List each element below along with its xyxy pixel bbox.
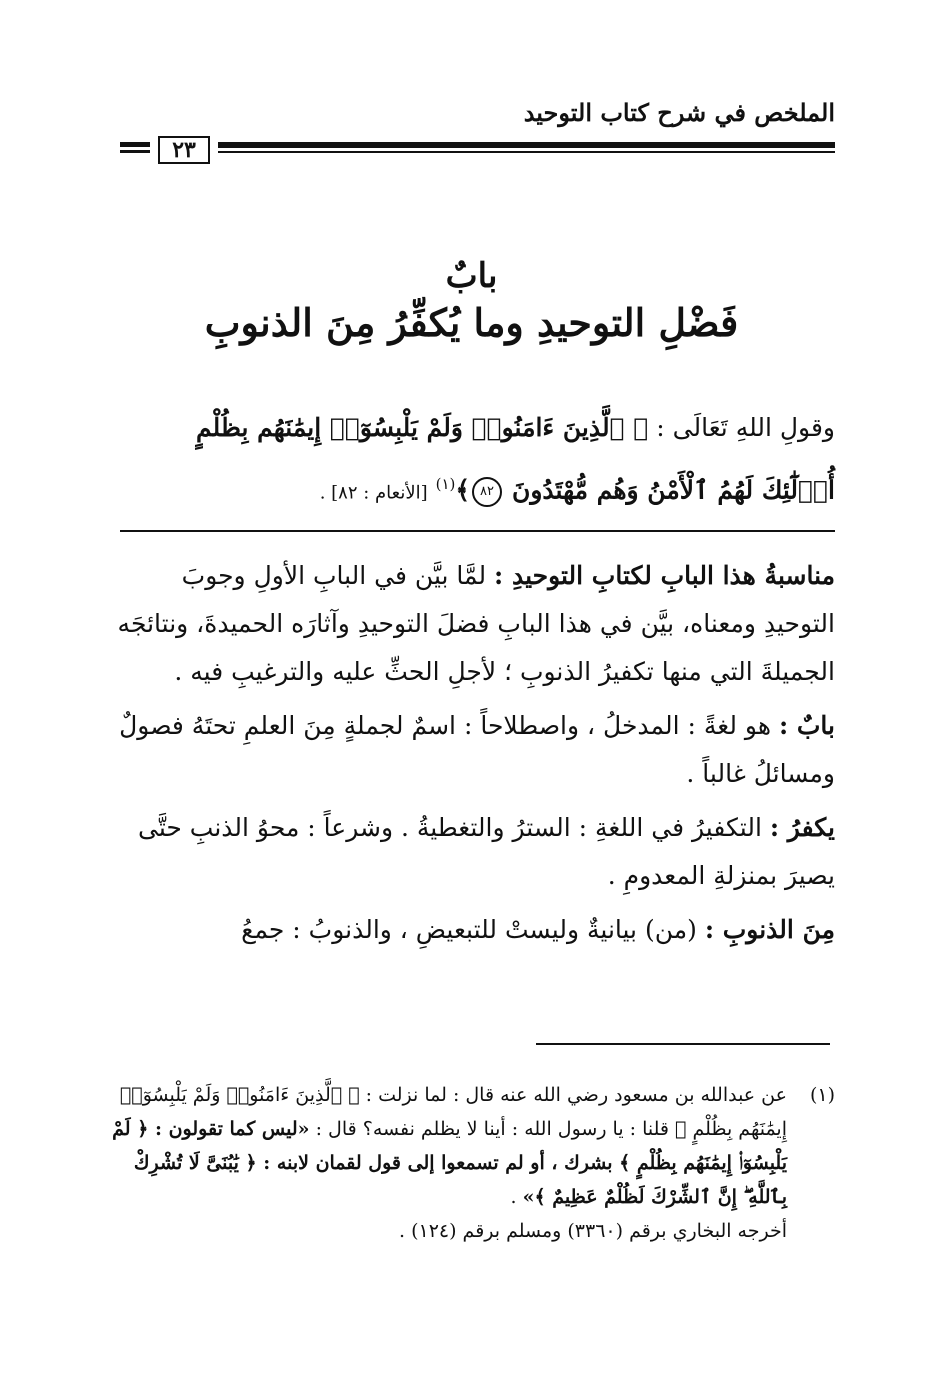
paragraph-lead: مِنَ الذنوبِ :	[704, 915, 835, 944]
paragraph	[108, 804, 835, 900]
ayah-text: أُو۟لَٰٓئِكَ لَهُمُ ٱلْأَمْنُ وَهُم مُّهْتَدُونَ	[511, 475, 835, 505]
footnote-number: (١)	[809, 1084, 835, 1106]
footnote-row	[108, 1078, 835, 1214]
paragraph-text: لمَّا بيَّن في البابِ الأولِ وجوبَ التوحيدِ ومعناه، بيَّن في هذا البابِ فضلَ التوحيدِ وآثارَه الحميدةَ، ونتائجَه الجميلةَ التي منها تكفيرُ الذنوبِ ؛ لأجلِ الحثِّ عليه والترغيبِ فيه .	[117, 561, 835, 686]
paragraph-text: (من) بيانيةٌ وليستْ للتبعيضِ ، والذنوبُ : جمعُ	[241, 915, 705, 944]
surah-citation: [الأنعام : ٨٢] .	[319, 482, 428, 504]
footnote-text	[108, 1078, 787, 1214]
paragraph-text: التكفيرُ في اللغةِ : السترُ والتغطيةُ . وشرعاً : محوُ الذنبِ حتَّى يصيرَ بمنزلةِ المعدومِ .	[137, 813, 835, 890]
header-dash	[120, 150, 150, 153]
page-number: ٢٣	[158, 136, 210, 164]
footnote-source: أخرجه البخاري برقم (٣٣٦٠) ومسلم برقم (١٢٤) .	[398, 1220, 787, 1242]
quran-line	[108, 400, 835, 456]
footnote-reference[interactable]: (١)	[435, 475, 456, 493]
quran-paragraph	[108, 400, 835, 521]
quran-line	[108, 456, 835, 521]
header-rule	[218, 142, 835, 148]
chapter-title: فَضْلِ التوحيدِ وما يُكفِّرُ مِنَ الذنوبِ	[204, 300, 739, 345]
footnote-divider	[536, 1043, 830, 1045]
footnote-hadith: عن عبدالله بن مسعود رضي الله عنه قال : لما نزلت : ﴿ ٱلَّذِينَ ءَامَنُوا۟ وَلَمْ يَلْبِسُوٓا۟ إِيمَٰنَهُم بِظُلْمٍ ﴾ قلنا : يا رسول الله : أينا لا يظلم نفسه؟ قال :	[119, 1084, 787, 1140]
paragraph	[108, 552, 835, 696]
quran-intro: وقولِ اللهِ تَعَالَى :	[656, 413, 835, 442]
paragraph-text: هو لغةً : المدخلُ ، واصطلاحاً : اسمٌ لجملةٍ مِنَ العلمِ تحتَهُ فصولٌ ومسائلُ غالباً .	[119, 711, 835, 788]
header-dash	[120, 142, 150, 147]
paragraph-lead: يكفرُ :	[769, 813, 835, 842]
chapter-label: بابٌ	[445, 256, 498, 296]
paragraph-lead: مناسبةُ هذا البابِ لكتابِ التوحيدِ :	[494, 561, 835, 590]
ayah-number-marker: ٨٢	[472, 477, 502, 507]
paragraph-lead: بابٌ :	[778, 711, 835, 740]
ayah-close: ﴾	[455, 475, 471, 505]
footnote	[108, 1078, 835, 1248]
paragraph	[108, 702, 835, 798]
paragraph	[108, 906, 835, 954]
footnote-quote: «ليس كما تقولون : ﴿ لَمْ يَلْبِسُوٓا۟ إِيمَٰنَهُم بِظُلْمٍ ﴾ بشرك ، أو لم تسمعوا إلى قول لقمان لابنه : ﴿ يَٰبُنَىَّ لَا تُشْرِكْ بِٱللَّهِ ۖ إِنَّ ٱلشِّرْكَ لَظُلْمٌ عَظِيمٌ ﴾»	[112, 1118, 787, 1208]
running-title: الملخص في شرح كتاب التوحيد	[523, 98, 835, 127]
header-rule	[218, 151, 835, 153]
ayah-text: ﴿ ٱلَّذِينَ ءَامَنُوا۟ وَلَمْ يَلْبِسُوٓا۟ إِيمَٰنَهُم بِظُلْمٍ	[196, 413, 649, 442]
section-divider	[120, 530, 835, 532]
header-bar	[120, 136, 835, 170]
footnote-quote-end: .	[510, 1186, 523, 1208]
body-text	[108, 552, 835, 960]
